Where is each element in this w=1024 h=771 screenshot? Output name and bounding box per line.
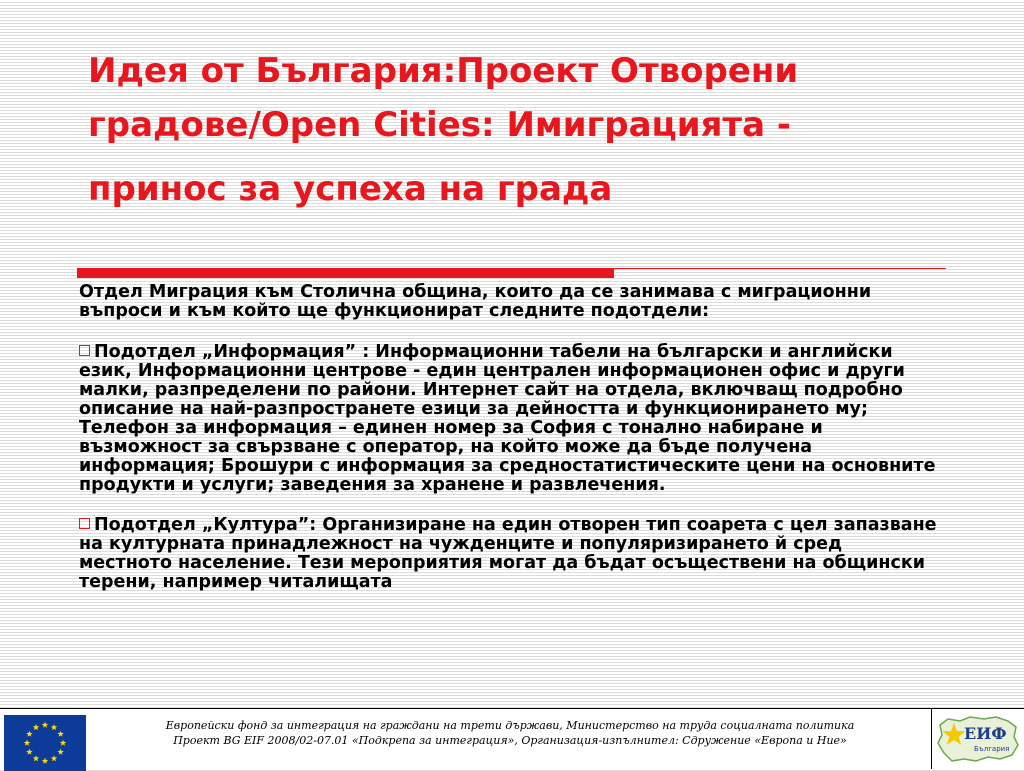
slide-title — [88, 44, 988, 216]
bullet-item-text: Подотдел „Информация” : Информационни табели на български и английски език, Информационни центрове - един централен информационен офис и други малки, разпределени по райони. Интернет сайт на отдела, включващ подробно описание на най-разпространете езици за дейността и функционирането му; Телефон за информация – единен номер за София с тонално набиране и възможност за свързване с оператор, на който може да бъде получена информация; Брошури с информация за средностатистическите цени на основните продукти и услуги; заведения за хранене и развлечения. — [79, 342, 936, 495]
eu-star-icon — [33, 724, 39, 730]
slide-title-line-1: Идея от България:Проект Отворени — [88, 51, 799, 91]
logo-text: ЕИФ — [964, 724, 1007, 743]
eu-star-icon — [57, 749, 63, 755]
eu-star-icon — [33, 755, 39, 761]
eu-star-icon — [42, 722, 48, 728]
eu-star-icon — [26, 749, 32, 755]
footer-line-2: Проект BG EIF 2008/02-07.01 «Подкрепа за интеграция», Организация-изпълнител: Сдружение «Европа и Ние» — [173, 734, 847, 747]
slide-footer — [0, 708, 1024, 769]
slide-title-line-2: градове/Open Cities: Имиграцията - — [88, 105, 792, 145]
eu-star-icon — [26, 731, 32, 737]
footer-line-1: Европейски фонд за интеграция на граждани на трети държави, Министерство на труда социалната политика — [165, 719, 855, 732]
eu-star-icon — [51, 724, 57, 730]
intro-paragraph: Отдел Миграция към Столична община, които да се занимава с миграционни въпроси и към който ще функционират следните подотдели: — [79, 282, 872, 321]
slide-title-line-3: принос за успеха на града — [88, 169, 613, 209]
bullet-item-information — [79, 343, 939, 495]
eu-star-icon — [60, 740, 66, 746]
eu-star-icon — [57, 731, 63, 737]
slide-body — [79, 283, 939, 613]
eu-star-icon — [51, 755, 57, 761]
eu-flag-icon — [4, 715, 86, 771]
bullet-item-culture — [79, 516, 939, 592]
eu-star-icon — [24, 740, 30, 746]
hollow-square-bullet-icon — [79, 345, 90, 356]
title-underline-thin — [614, 268, 946, 269]
hollow-square-bullet-icon — [79, 518, 90, 529]
bullet-item-text: Подотдел „Култура”: Организиране на един отворен тип соарета с цел запазване на културната принадлежност на чужденците и популяризирането й сред местното население. Тези мероприятия могат да бъдат осъществени на общински терени, например читалищата — [79, 515, 937, 592]
eu-star-icon — [42, 758, 48, 764]
logo-subtext: България — [974, 745, 1010, 753]
footer-text — [88, 718, 932, 748]
eif-bulgaria-logo — [934, 711, 1022, 767]
footer-divider — [931, 709, 932, 769]
title-underline-thick — [77, 268, 614, 278]
